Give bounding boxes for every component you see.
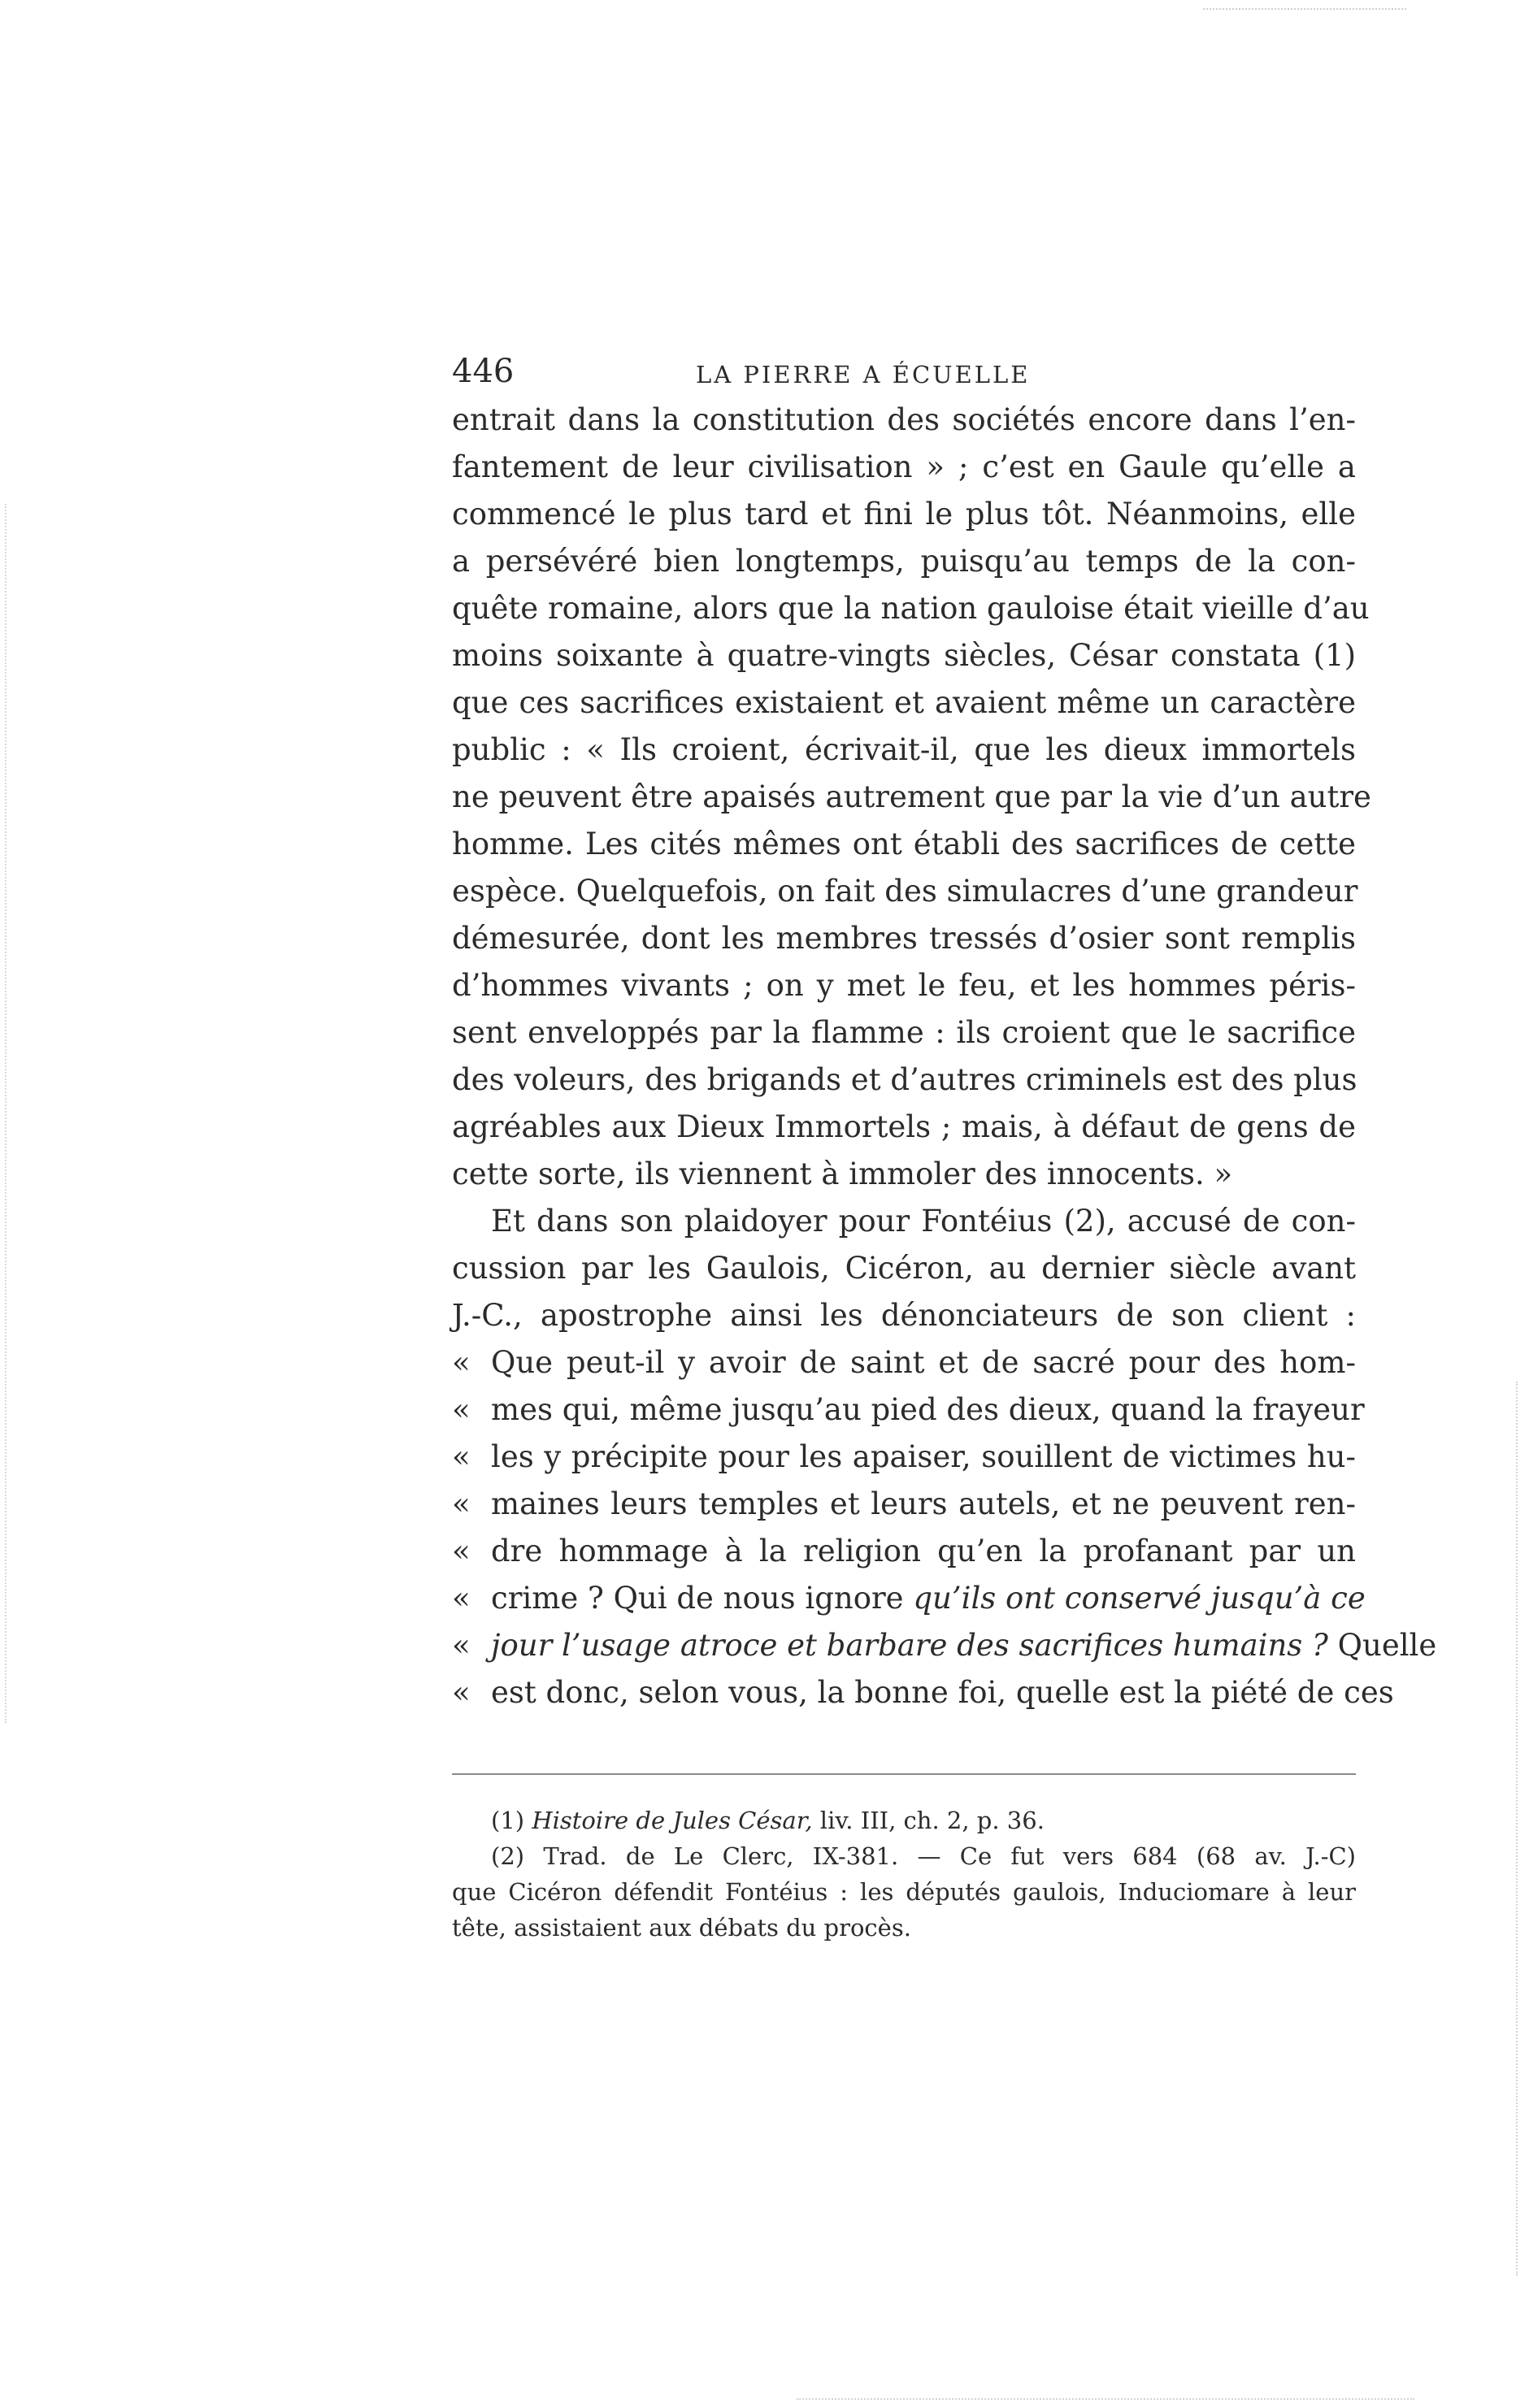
quote-mark: « — [452, 1392, 471, 1427]
footnote-2-line: (2) Trad. de Le Clerc, IX-381. — Ce fut vers 684 (68 av. J.-C) — [491, 1842, 1356, 1870]
quoted-line — [452, 1622, 1437, 1669]
quote-mark: « — [452, 1486, 471, 1521]
footnotes — [452, 1803, 1356, 1946]
text-line: commencé le plus tard et fini le plus tôt. Néanmoins, elle — [452, 497, 1356, 531]
text-line: espèce. Quelquefois, on fait des simulacres d’une grandeur — [452, 874, 1358, 909]
footnote-1 — [452, 1803, 1356, 1838]
text-line: que ces sacrifices existaient et avaient même un caractère — [452, 685, 1356, 720]
quoted-line — [452, 1481, 1356, 1528]
text-line: homme. Les cités mêmes ont établi des sacrifices de cette — [452, 827, 1356, 861]
paragraph-start-line: Et dans son plaidoyer pour Fontéius (2), accusé de con- — [491, 1204, 1356, 1239]
text-line: démesurée, dont les membres tressés d’osier sont remplis — [452, 921, 1356, 956]
text-line: quête romaine, alors que la nation gauloise était vieille d’au — [452, 591, 1370, 626]
scan-edge-left — [5, 504, 8, 1723]
text-line: entrait dans la constitution des sociétés encore dans l’en- — [452, 402, 1356, 437]
quoted-text-italic: jour l’usage atroce et barbare des sacrifices humains ? — [491, 1628, 1328, 1663]
quoted-text: dre hommage à la religion qu’en la profanant par un — [491, 1534, 1356, 1568]
quote-mark: « — [452, 1534, 471, 1568]
text-line: ne peuvent être apaisés autrement que par la vie d’un autre — [452, 779, 1371, 814]
quoted-text-italic: qu’ils ont conservé jusqu’à ce — [913, 1581, 1366, 1616]
text-line: moins soixante à quatre-vingts siècles, César constata (1) — [452, 638, 1356, 673]
quote-mark: « — [452, 1675, 471, 1710]
text-line: sent enveloppés par la flamme : ils croient que le sacrifice — [452, 1015, 1356, 1050]
quoted-line — [452, 1575, 1366, 1622]
text-line: J.-C., apostrophe ainsi les dénonciateurs de son client : — [452, 1298, 1356, 1333]
footnote-1-number: (1) — [491, 1807, 525, 1834]
quoted-text: Que peut-il y avoir de saint et de sacré pour des hom- — [491, 1345, 1356, 1380]
quoted-line — [452, 1669, 1394, 1716]
quote-mark: « — [452, 1439, 471, 1474]
quote-mark: « — [452, 1345, 471, 1380]
quote-mark: « — [452, 1628, 471, 1663]
running-head: LA PIERRE A ÉCUELLE — [696, 361, 1031, 388]
footnote-2-line: tête, assistaient aux débats du procès. — [452, 1914, 911, 1942]
scan-edge-bottom — [797, 2398, 1414, 2401]
footnote-rule — [452, 1773, 1356, 1775]
quoted-line — [452, 1386, 1365, 1434]
quoted-line — [452, 1434, 1356, 1481]
quoted-text: mes qui, même jusqu’au pied des dieux, quand la frayeur — [491, 1392, 1365, 1427]
footnote-1-title: Histoire de Jules César, — [532, 1807, 813, 1834]
quoted-text-roman: crime ? Qui de nous ignore — [491, 1581, 914, 1616]
text-line: public : « Ils croient, écrivait-il, que les dieux immortels — [452, 732, 1356, 767]
quoted-text: maines leurs temples et leurs autels, et ne peuvent ren- — [491, 1486, 1356, 1521]
quoted-line — [452, 1339, 1356, 1386]
page-header — [452, 351, 1354, 392]
quoted-line — [452, 1528, 1356, 1575]
text-line: a persévéré bien longtemps, puisqu’au temps de la con- — [452, 544, 1356, 579]
text-line: d’hommes vivants ; on y met le feu, et les hommes péris- — [452, 968, 1356, 1003]
text-line: des voleurs, des brigands et d’autres criminels est des plus — [452, 1062, 1357, 1097]
footnote-1-text: liv. III, ch. 2, p. 36. — [812, 1807, 1045, 1834]
quoted-text — [491, 1622, 1436, 1669]
text-line: agréables aux Dieux Immortels ; mais, à défaut de gens de — [452, 1109, 1356, 1144]
quoted-text-roman: Quelle — [1327, 1628, 1437, 1663]
quoted-text: les y précipite pour les apaiser, souillent de victimes hu- — [491, 1439, 1356, 1474]
quote-mark: « — [452, 1581, 471, 1616]
scan-edge-top — [1203, 8, 1406, 11]
scan-edge-right — [1516, 1382, 1519, 2276]
body-text — [452, 397, 1437, 1716]
text-line: cussion par les Gaulois, Cicéron, au dernier siècle avant — [452, 1251, 1356, 1286]
text-line: cette sorte, ils viennent à immoler des innocents. » — [452, 1156, 1233, 1191]
footnote-2-line: que Cicéron défendit Fontéius : les députés gaulois, Induciomare à leur — [452, 1878, 1356, 1906]
text-line: fantement de leur civilisation » ; c’est en Gaule qu’elle a — [452, 449, 1356, 484]
quoted-text — [491, 1575, 1366, 1622]
page-number: 446 — [452, 353, 515, 390]
quoted-text: est donc, selon vous, la bonne foi, quelle est la piété de ces — [491, 1675, 1394, 1710]
